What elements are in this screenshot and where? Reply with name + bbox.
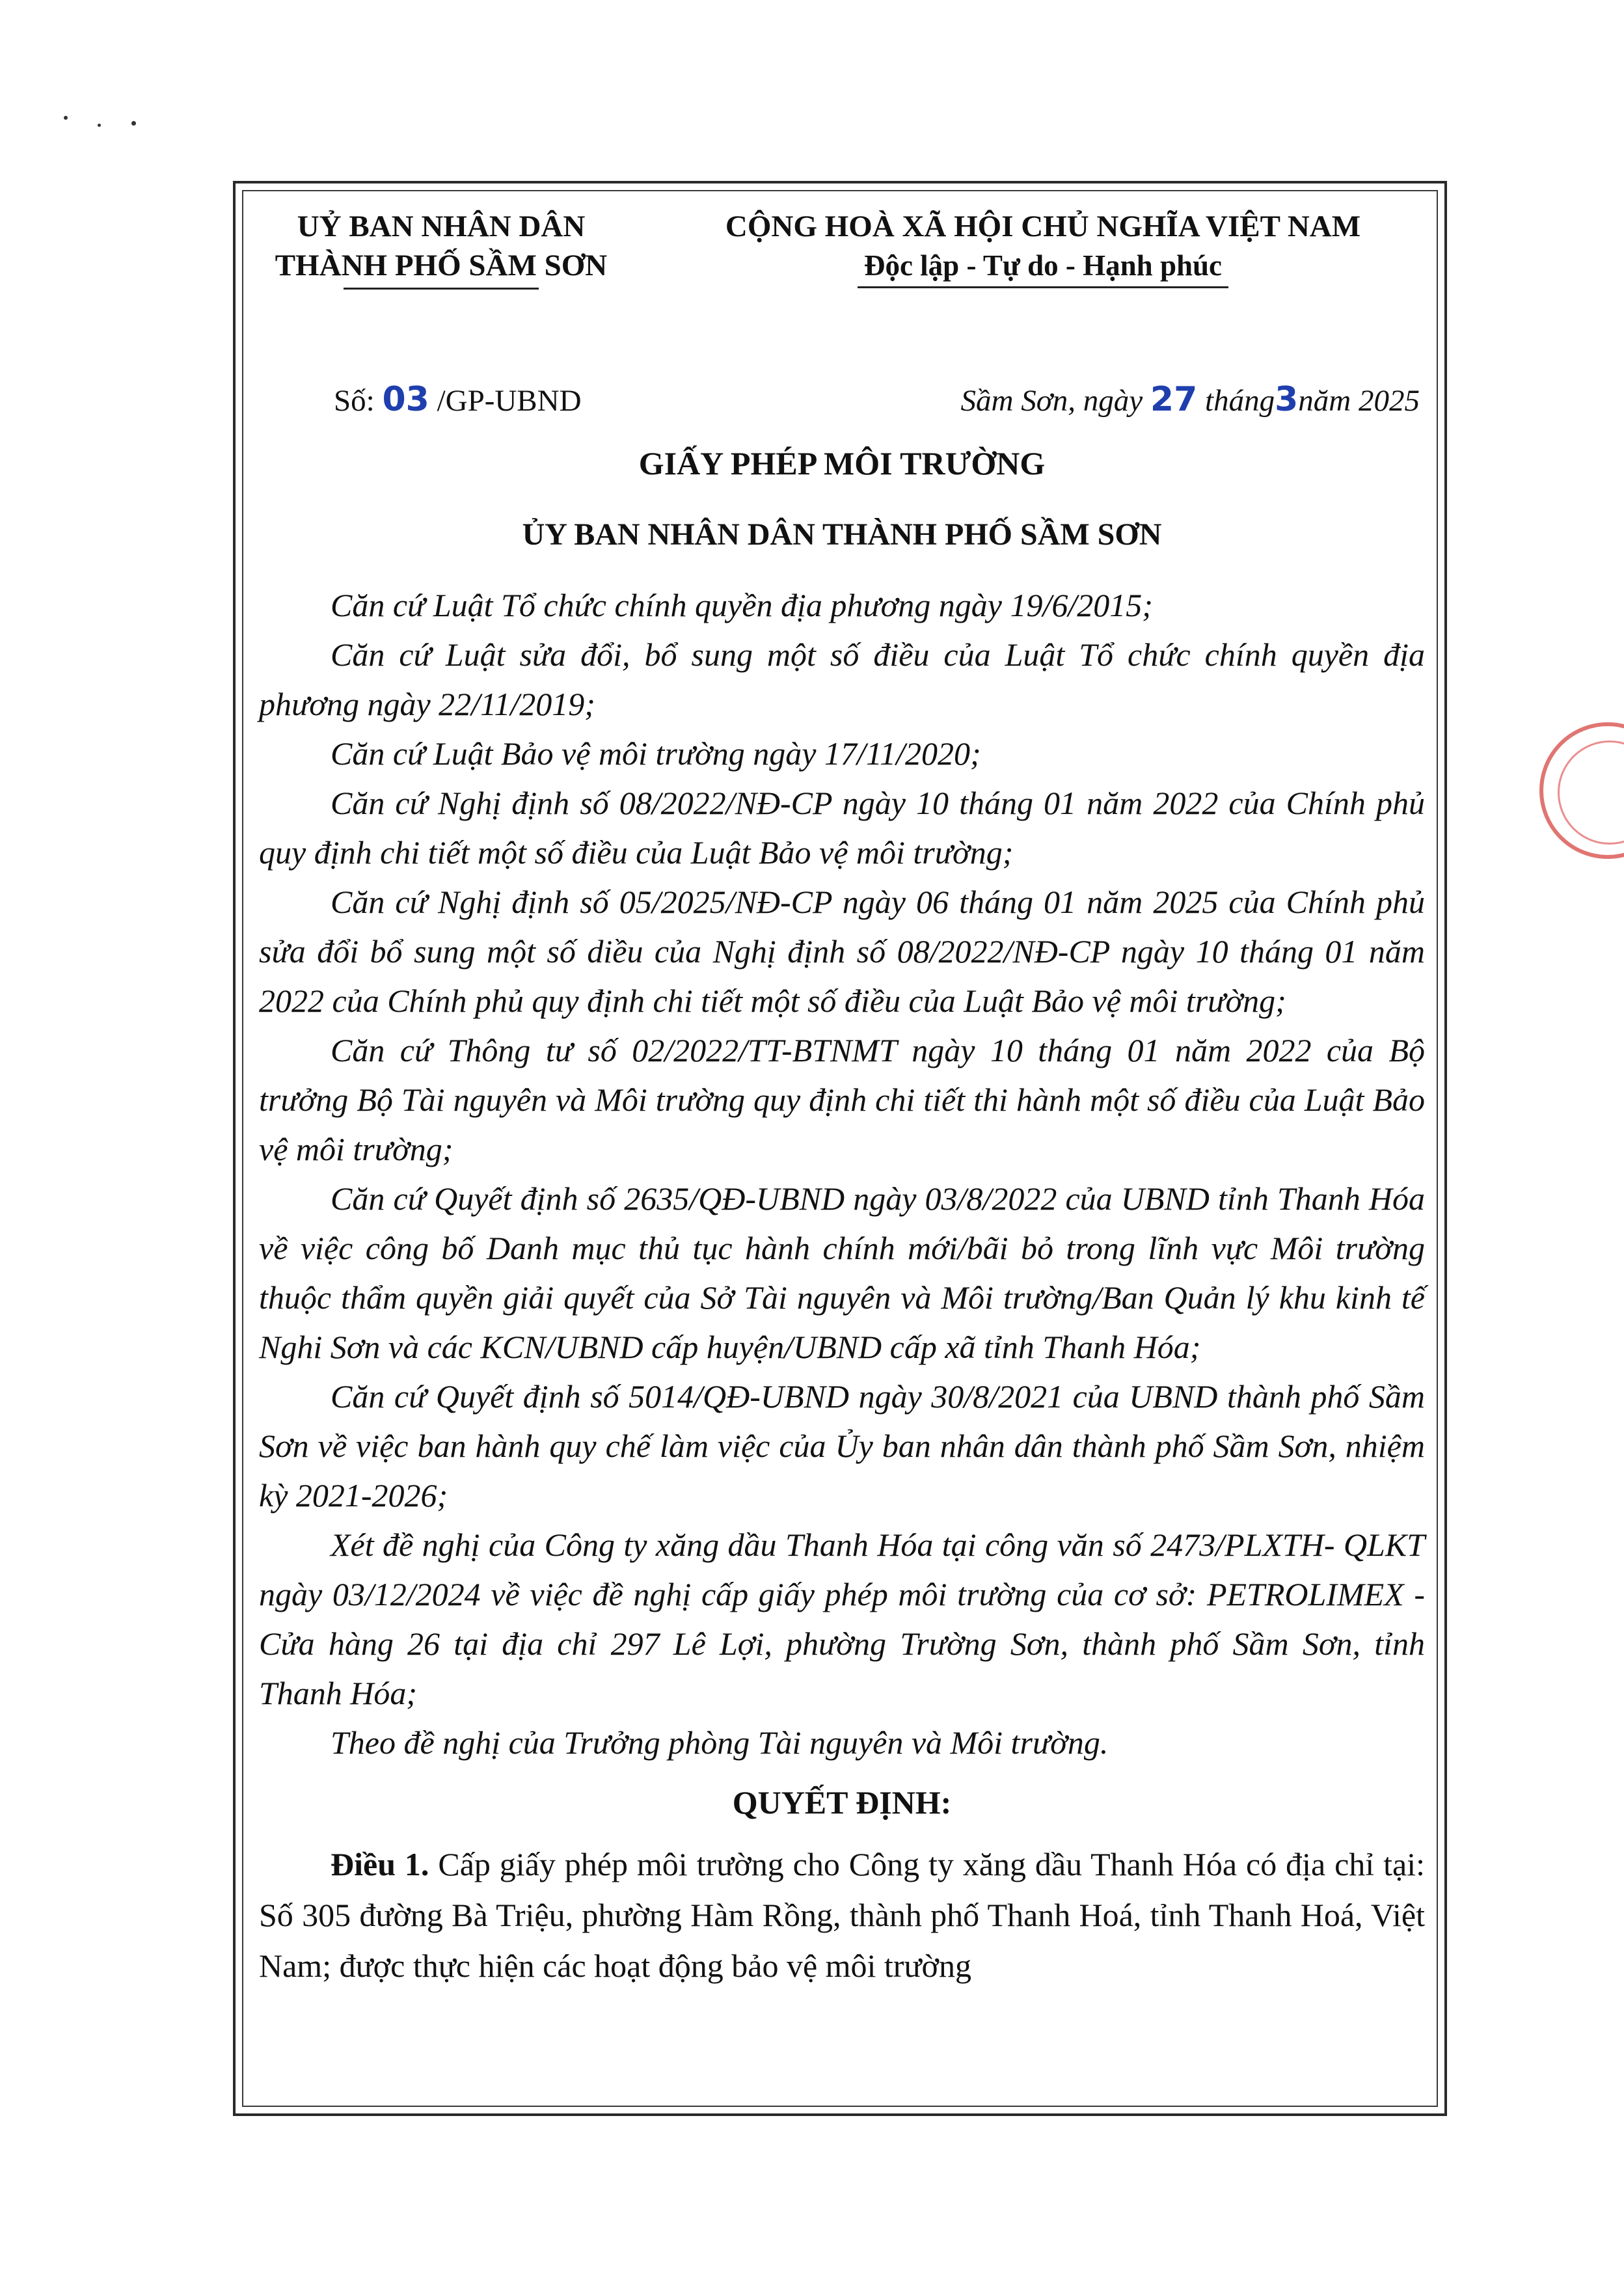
year-label: năm 2025	[1298, 384, 1420, 418]
handwritten-month: 3	[1275, 380, 1299, 419]
basis-item: Căn cứ Luật sửa đổi, bổ sung một số điều của Luật Tổ chức chính quyền địa phương ngày 22/11/2019;	[259, 636, 1425, 722]
issuing-agency: ỦY BAN NHÂN DÂN THÀNH PHỐ SẦM SƠN	[522, 517, 1162, 552]
handwritten-day: 27	[1150, 380, 1198, 419]
article-1	[259, 1839, 1425, 1991]
article-1-label: Điều 1.	[331, 1846, 429, 1882]
document-number	[334, 380, 582, 419]
issuing-authority	[259, 207, 623, 290]
basis-item: Căn cứ Quyết định số 2635/QĐ-UBND ngày 03/8/2022 của UBND tỉnh Thanh Hóa về việc công bố Danh mục thủ tục hành chính mới/bãi bỏ trong lĩnh vực Môi trường thuộc thẩm quyền giải quyết của Sở Tài nguyên và Môi trường/Ban Quản lý khu kinh tế Nghi Sơn và các KCN/UBND cấp huyện/UBND cấp xã tỉnh Thanh Hóa;	[259, 1180, 1425, 1365]
document-title: GIẤY PHÉP MÔI TRƯỜNG	[638, 445, 1046, 482]
basis-item: Căn cứ Luật Bảo vệ môi trường ngày 17/11/2020;	[331, 735, 981, 772]
basis-item: Căn cứ Thông tư số 02/2022/TT-BTNMT ngày 10 tháng 01 năm 2022 của Bộ trưởng Bộ Tài nguyên và Môi trường quy định chi tiết thi hành một số điều của Luật Bảo vệ môi trường;	[259, 1032, 1425, 1167]
national-title	[656, 207, 1430, 288]
national-motto: Độc lập - Tự do - Hạnh phúc	[863, 249, 1223, 282]
basis-item: Căn cứ Nghị định số 05/2025/NĐ-CP ngày 06 tháng 01 năm 2025 của Chính phủ sửa đổi bổ sung một số diều của Nghị định số 08/2022/NĐ-CP ngày 10 tháng 01 năm 2022 của Chính phủ quy định chi tiết một số điều của Luật Bảo vệ môi trường;	[259, 884, 1425, 1019]
basis-item: Xét đề nghị của Công ty xăng dầu Thanh Hóa tại công văn số 2473/PLXTH- QLKT ngày 03/12/2024 về việc đề nghị cấp giấy phép môi trường của cơ sở: PETROLIMEX - Cửa hàng 26 tại địa chỉ 297 Lê Lợi, phường Trường Sơn, thành phố Sầm Sơn, tỉnh Thanh Hóa;	[259, 1527, 1425, 1711]
number-suffix: /GP-UBND	[429, 384, 582, 418]
red-seal-stamp	[1539, 722, 1624, 859]
motto-underline	[858, 286, 1228, 288]
basis-item: Căn cứ Nghị định số 08/2022/NĐ-CP ngày 10 tháng 01 năm 2022 của Chính phủ quy định chi tiết một số điều của Luật Bảo vệ môi trường;	[259, 785, 1425, 871]
issue-date	[961, 380, 1420, 419]
decision-heading: QUYẾT ĐỊNH:	[732, 1784, 952, 1821]
number-date-row	[259, 376, 1425, 441]
handwritten-number: 03	[382, 380, 429, 419]
basis-item: Căn cứ Quyết định số 5014/QĐ-UBND ngày 30/8/2021 của UBND thành phố Sầm Sơn về việc ban hành quy chế làm việc của Ủy ban nhân dân thành phố Sầm Sơn, nhiệm kỳ 2021-2026;	[259, 1378, 1425, 1513]
seal-inner-ring	[1558, 740, 1624, 845]
authority-line-2: THÀNH PHỐ SẦM SƠN	[275, 249, 608, 282]
basis-item: Theo đề nghị của Trưởng phòng Tài nguyên và Môi trường.	[331, 1724, 1109, 1761]
nation-name: CỘNG HOÀ XÃ HỘI CHỦ NGHĨA VIỆT NAM	[725, 210, 1361, 243]
article-1-text: Cấp giấy phép môi trường cho Công ty xăng dầu Thanh Hóa có địa chỉ tại: Số 305 đường Bà Triệu, phường Hàm Rồng, thành phố Thanh Hoá, tỉnh Thanh Hoá, Việt Nam; được thực hiện các hoạt động bảo vệ môi trường	[259, 1846, 1425, 1984]
authority-underline	[344, 288, 539, 290]
authority-line-1: UỶ BAN NHÂN DÂN	[297, 210, 586, 243]
basis-item: Căn cứ Luật Tổ chức chính quyền địa phương ngày 19/6/2015;	[331, 587, 1153, 623]
legal-bases	[259, 580, 1425, 1767]
document-body	[259, 207, 1425, 1991]
month-label: tháng	[1197, 384, 1275, 418]
number-prefix: Số:	[334, 384, 383, 418]
document-header	[259, 207, 1425, 376]
date-prefix: Sầm Sơn, ngày	[960, 384, 1150, 418]
